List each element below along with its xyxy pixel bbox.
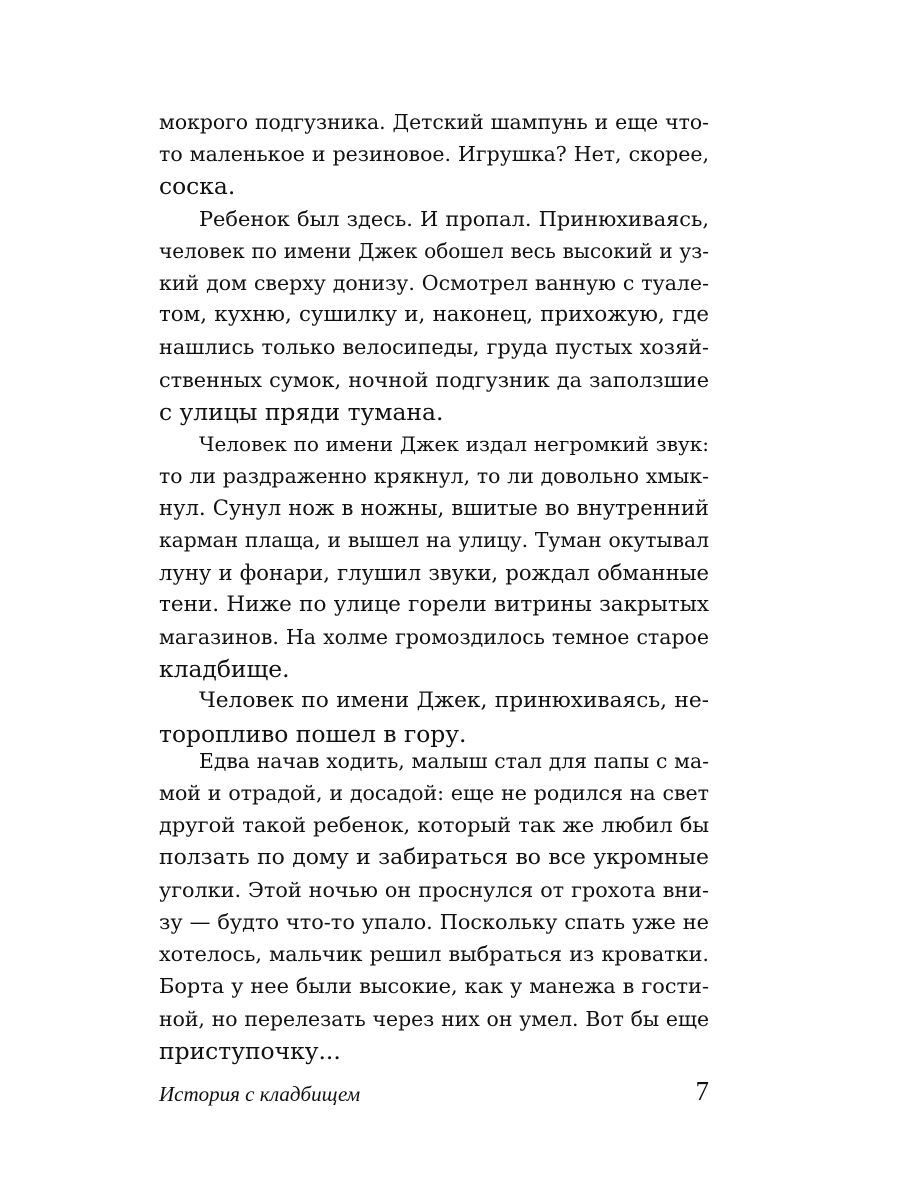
text-line: то маленькое и резиновое. Игрушка? Нет, скорее, bbox=[159, 142, 709, 167]
text-line: магазинов. На холме громоздилось темное старое bbox=[159, 625, 709, 649]
page-footer bbox=[159, 1076, 709, 1110]
text-line: тени. Ниже по улице горели витрины закрытых bbox=[159, 591, 709, 617]
text-line: ной, но перелезать через них он умел. Вот бы еще bbox=[159, 1006, 709, 1031]
text-line: зу — будто что-то упало. Поскольку спать уже не bbox=[159, 909, 709, 934]
section-two-text bbox=[159, 745, 709, 1067]
text-line: Борта у нее были высокие, как у манежа в гости- bbox=[159, 974, 709, 999]
text-line: другой такой ребенок, который так же любил бы bbox=[159, 813, 709, 838]
text-line: с улицы пряди тумана. bbox=[159, 397, 444, 426]
text-line: уголки. Этой ночью он проснулся от грохота вни- bbox=[159, 877, 709, 902]
section-one-text bbox=[159, 106, 709, 750]
text-line: луну и фонари, глушил звуки, рождал обманные bbox=[159, 559, 709, 585]
paragraph-start-line: Ребенок был здесь. И пропал. Принюхиваясь, bbox=[199, 206, 709, 231]
text-line: хотелось, мальчик решил выбраться из кроватки. bbox=[159, 942, 709, 967]
text-line: соска. bbox=[159, 172, 236, 201]
paragraph-start-line: Человек по имени Джек, принюхиваясь, не- bbox=[199, 688, 709, 714]
running-title: История с кладбищем bbox=[159, 1082, 361, 1106]
paragraph-start-line: Едва начав ходить, малыш стал для папы с ма- bbox=[199, 749, 709, 773]
text-line: торопливо пошел в гору. bbox=[159, 719, 467, 748]
text-line: том, кухню, сушилку и, наконец, прихожую, где bbox=[159, 302, 709, 328]
text-line: ползать по дому и забираться во все укромные bbox=[159, 844, 709, 870]
text-line: мокрого подгузника. Детский шампунь и еще что- bbox=[159, 110, 709, 134]
text-line: кий дом сверху донизу. Осмотрел ванную с туале- bbox=[159, 270, 709, 295]
text-line: нул. Сунул нож в ножны, вшитые во внутренний bbox=[159, 495, 709, 521]
text-line: кладбище. bbox=[159, 655, 290, 684]
text-line: нашлись только велосипеды, груда пустых хозяй- bbox=[159, 335, 709, 360]
text-line: человек по имени Джек обошел весь высокий и уз- bbox=[159, 238, 709, 263]
text-line: мой и отрадой, и досадой: еще не родился на свет bbox=[159, 781, 709, 806]
text-line: карман плаща, и вышел на улицу. Туман окутывал bbox=[159, 528, 709, 553]
paragraph-start-line: Человек по имени Джек издал негромкий звук: bbox=[199, 431, 709, 456]
text-line: приступочку... bbox=[159, 1036, 341, 1065]
page-number: 7 bbox=[695, 1076, 709, 1106]
text-line: ственных сумок, ночной подгузник да заползшие bbox=[159, 367, 709, 392]
text-line: то ли раздраженно крякнул, то ли довольно хмык- bbox=[159, 464, 709, 489]
